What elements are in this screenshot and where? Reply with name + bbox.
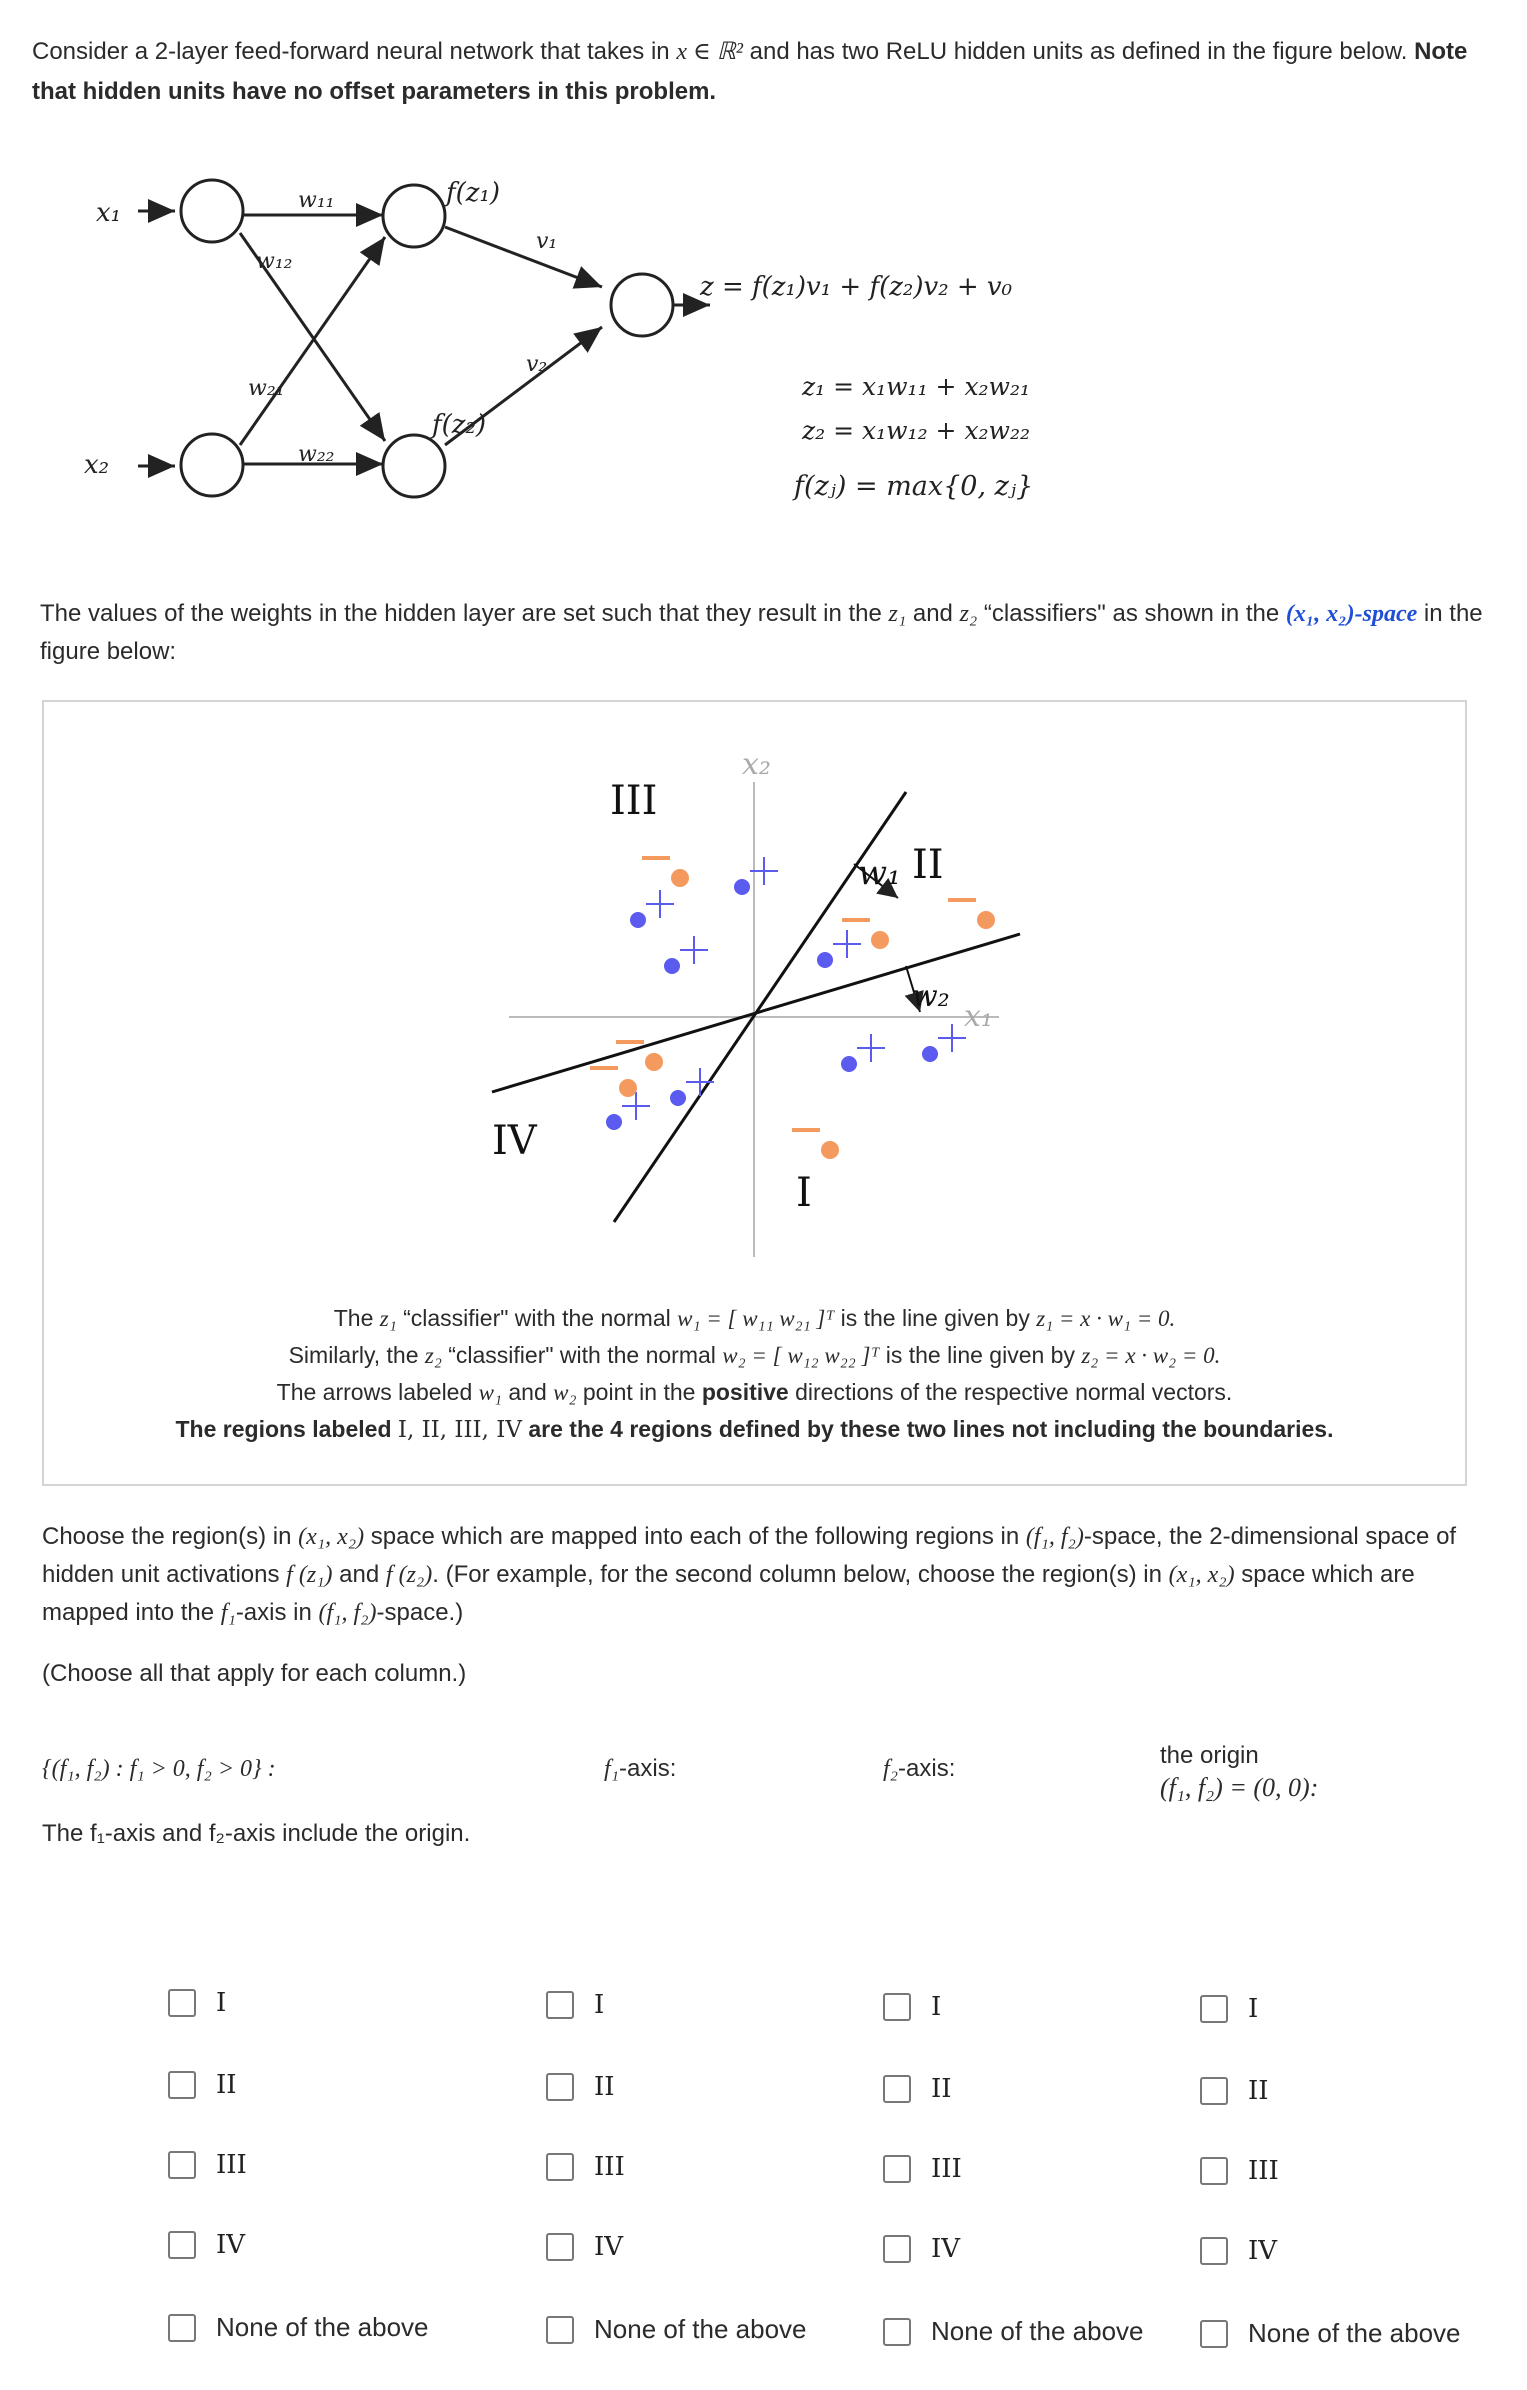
checkbox[interactable] — [883, 2318, 911, 2346]
negative-point — [792, 1130, 839, 1159]
checkbox[interactable] — [546, 2316, 574, 2344]
col4-option-III[interactable] — [1200, 2156, 1279, 2186]
equation-relu: f(zⱼ) = max{0, zⱼ} — [794, 471, 1034, 502]
checkbox-label: I — [594, 1990, 605, 2020]
col1-option-none[interactable] — [168, 2312, 429, 2343]
checkbox[interactable] — [546, 2233, 574, 2261]
checkbox[interactable] — [1200, 1995, 1228, 2023]
col3-option-I[interactable] — [883, 1992, 941, 2022]
positive-point — [841, 1034, 885, 1072]
checkbox-label: I — [216, 1988, 227, 2018]
checkbox[interactable] — [546, 1991, 574, 2019]
positive-point — [734, 857, 778, 895]
equation-z1: z₁ = x₁w₁₁ + x₂w₂₁ — [802, 372, 1031, 401]
w2-arrow-label: w₂ — [912, 979, 950, 1014]
caption-line-1: The z₁ “classifier" with the normal w₁ = [ w₁₁ w₂₁ ]ᵀ is the line given by z₁ = x · w₁ = 0. — [333, 1305, 1176, 1331]
caption-line-4: The regions labeled I, II, III, IV are the 4 regions defined by these two lines not including the boundaries. — [175, 1416, 1334, 1443]
checkbox[interactable] — [168, 2231, 196, 2259]
col3-option-IV[interactable] — [883, 2234, 960, 2264]
checkbox[interactable] — [1200, 2077, 1228, 2105]
checkbox[interactable] — [168, 2151, 196, 2179]
question-paragraph: Choose the region(s) in (x₁, x₂) space which are mapped into each of the following regions in (f₁, f₂)-space, the 2-dimensional space of hidden unit activations f (z₁) and f (z₂). (For example, for the second column below, choose the region(s) in (x₁, x₂) space which are mapped into the f₁-axis in (f₁, f₂)-space.) — [42, 1523, 1457, 1626]
col1-option-III[interactable] — [168, 2150, 247, 2180]
checkbox-label: IV — [1248, 2236, 1278, 2266]
region-I-label: I — [796, 1170, 812, 1216]
checkbox-label: IV — [216, 2230, 246, 2260]
positive-point — [606, 1092, 650, 1130]
col4-option-none[interactable] — [1200, 2318, 1461, 2349]
checkbox[interactable] — [168, 2071, 196, 2099]
positive-point — [664, 936, 708, 974]
region-IV-label: IV — [492, 1118, 537, 1164]
positive-point — [630, 890, 674, 928]
output-weight-v2-label: v₂ — [526, 352, 548, 377]
checkbox[interactable] — [883, 1993, 911, 2021]
weight-w12-label: w₁₂ — [256, 249, 293, 274]
col2-option-III[interactable] — [546, 2152, 625, 2182]
col1-option-IV[interactable] — [168, 2230, 245, 2260]
network-diagram — [80, 155, 1080, 535]
col4-option-IV[interactable] — [1200, 2236, 1277, 2266]
checkbox-label: II — [1248, 2076, 1269, 2106]
col3-option-III[interactable] — [883, 2154, 962, 2184]
column-2-header: f₁-axis: — [604, 1755, 677, 1782]
col4-option-I[interactable] — [1200, 1994, 1258, 2024]
checkbox-label: I — [1248, 1994, 1259, 2024]
classifier-figure-box — [42, 700, 1467, 1486]
checkbox-label: III — [594, 2152, 625, 2182]
checkbox-label: IV — [931, 2234, 961, 2264]
checkbox-label: IV — [594, 2232, 624, 2262]
checkbox-label: II — [594, 2072, 615, 2102]
col2-option-none[interactable] — [546, 2314, 807, 2345]
output-equation: z = f(z₁)v₁ + f(z₂)v₂ + v₀ — [700, 272, 1013, 302]
column-1-header: {(f₁, f₂) : f₁ > 0, f₂ > 0} : — [42, 1756, 276, 1782]
x1-axis-label: x₁ — [964, 999, 993, 1034]
weight-w11-label: w₁₁ — [298, 188, 335, 213]
checkbox[interactable] — [883, 2075, 911, 2103]
checkbox[interactable] — [1200, 2237, 1228, 2265]
col3-option-II[interactable] — [883, 2074, 952, 2104]
x-in-r2: x ∈ ℝ² — [676, 39, 743, 65]
input-x2-label: x₂ — [84, 450, 110, 480]
col4-option-II[interactable] — [1200, 2076, 1269, 2106]
choose-all-note: (Choose all that apply for each column.) — [42, 1660, 467, 1687]
checkbox[interactable] — [168, 1989, 196, 2017]
column-4-header: the origin (f₁, f₂) = (0, 0): — [1160, 1742, 1319, 1802]
checkbox[interactable] — [546, 2153, 574, 2181]
positive-point — [817, 930, 861, 968]
col1-option-I[interactable] — [168, 1988, 226, 2018]
checkbox-label: None of the above — [1248, 2318, 1461, 2348]
column-3-header: f₂-axis: — [883, 1755, 956, 1782]
negative-point — [948, 900, 995, 929]
hidden-f-z2-label: f(z₂) — [432, 410, 487, 440]
col3-option-none[interactable] — [883, 2316, 1144, 2347]
col1-option-II[interactable] — [168, 2070, 237, 2100]
intro-paragraph: Consider a 2-layer feed-forward neural network that takes in x ∈ ℝ² and has two ReLU hidden units as defined in the figure below. Note that hidden units have no offset parameters in this problem. — [32, 38, 1468, 105]
checkbox-label: None of the above — [594, 2314, 807, 2344]
output-weight-v1-label: v₁ — [536, 229, 558, 254]
checkbox-label: III — [1248, 2156, 1279, 2186]
positive-point — [922, 1024, 966, 1062]
figure-caption — [44, 1300, 1465, 1449]
col2-option-IV[interactable] — [546, 2232, 623, 2262]
weight-w22-label: w₂₂ — [298, 442, 335, 467]
equation-z2: z₂ = x₁w₁₂ + x₂w₂₂ — [802, 416, 1031, 445]
input-x1-label: x₁ — [96, 198, 122, 228]
hidden-f-z1-label: f(z₁) — [446, 178, 501, 208]
caption-line-3: The arrows labeled w₁ and w₂ point in the positive directions of the respective normal vectors. — [276, 1379, 1233, 1405]
checkbox-label: III — [216, 2150, 247, 2180]
checkbox[interactable] — [883, 2155, 911, 2183]
region-III-label: III — [610, 778, 658, 824]
bold-note: Note that hidden units have no offset parameters in this problem. — [32, 38, 1468, 105]
w1-arrow-label: w₁ — [858, 853, 901, 893]
checkbox[interactable] — [168, 2314, 196, 2342]
caption-line-2: Similarly, the z₂ “classifier" with the normal w₂ = [ w₁₂ w₂₂ ]ᵀ is the line given by z₂ = x · w₂ = 0. — [288, 1342, 1221, 1368]
column-1-note: The f₁-axis and f₂-axis include the origin. — [42, 1820, 471, 1847]
negative-point — [590, 1068, 637, 1097]
x2-axis-label: x₂ — [742, 747, 771, 782]
checkbox[interactable] — [1200, 2157, 1228, 2185]
negative-point — [642, 858, 689, 887]
checkbox[interactable] — [1200, 2320, 1228, 2348]
region-II-label: II — [912, 842, 944, 888]
checkbox-label: None of the above — [931, 2316, 1144, 2346]
x-space-label: (x₁, x₂)-space — [1285, 601, 1418, 627]
checkbox[interactable] — [546, 2073, 574, 2101]
checkbox[interactable] — [883, 2235, 911, 2263]
col2-option-I[interactable] — [546, 1990, 604, 2020]
checkbox-label: II — [931, 2074, 952, 2104]
col2-option-II[interactable] — [546, 2072, 615, 2102]
checkbox-label: II — [216, 2070, 237, 2100]
classifier-plot — [44, 702, 1465, 1302]
checkbox-label: III — [931, 2154, 962, 2184]
checkbox-label: I — [931, 1992, 942, 2022]
classifier-intro: The values of the weights in the hidden layer are set such that they result in the z₁ and z₂ “classifiers" as shown in the (x₁, x₂)-space in the figure below: — [40, 600, 1483, 665]
weight-w21-label: w₂₁ — [248, 376, 285, 401]
checkbox-label: None of the above — [216, 2312, 429, 2342]
